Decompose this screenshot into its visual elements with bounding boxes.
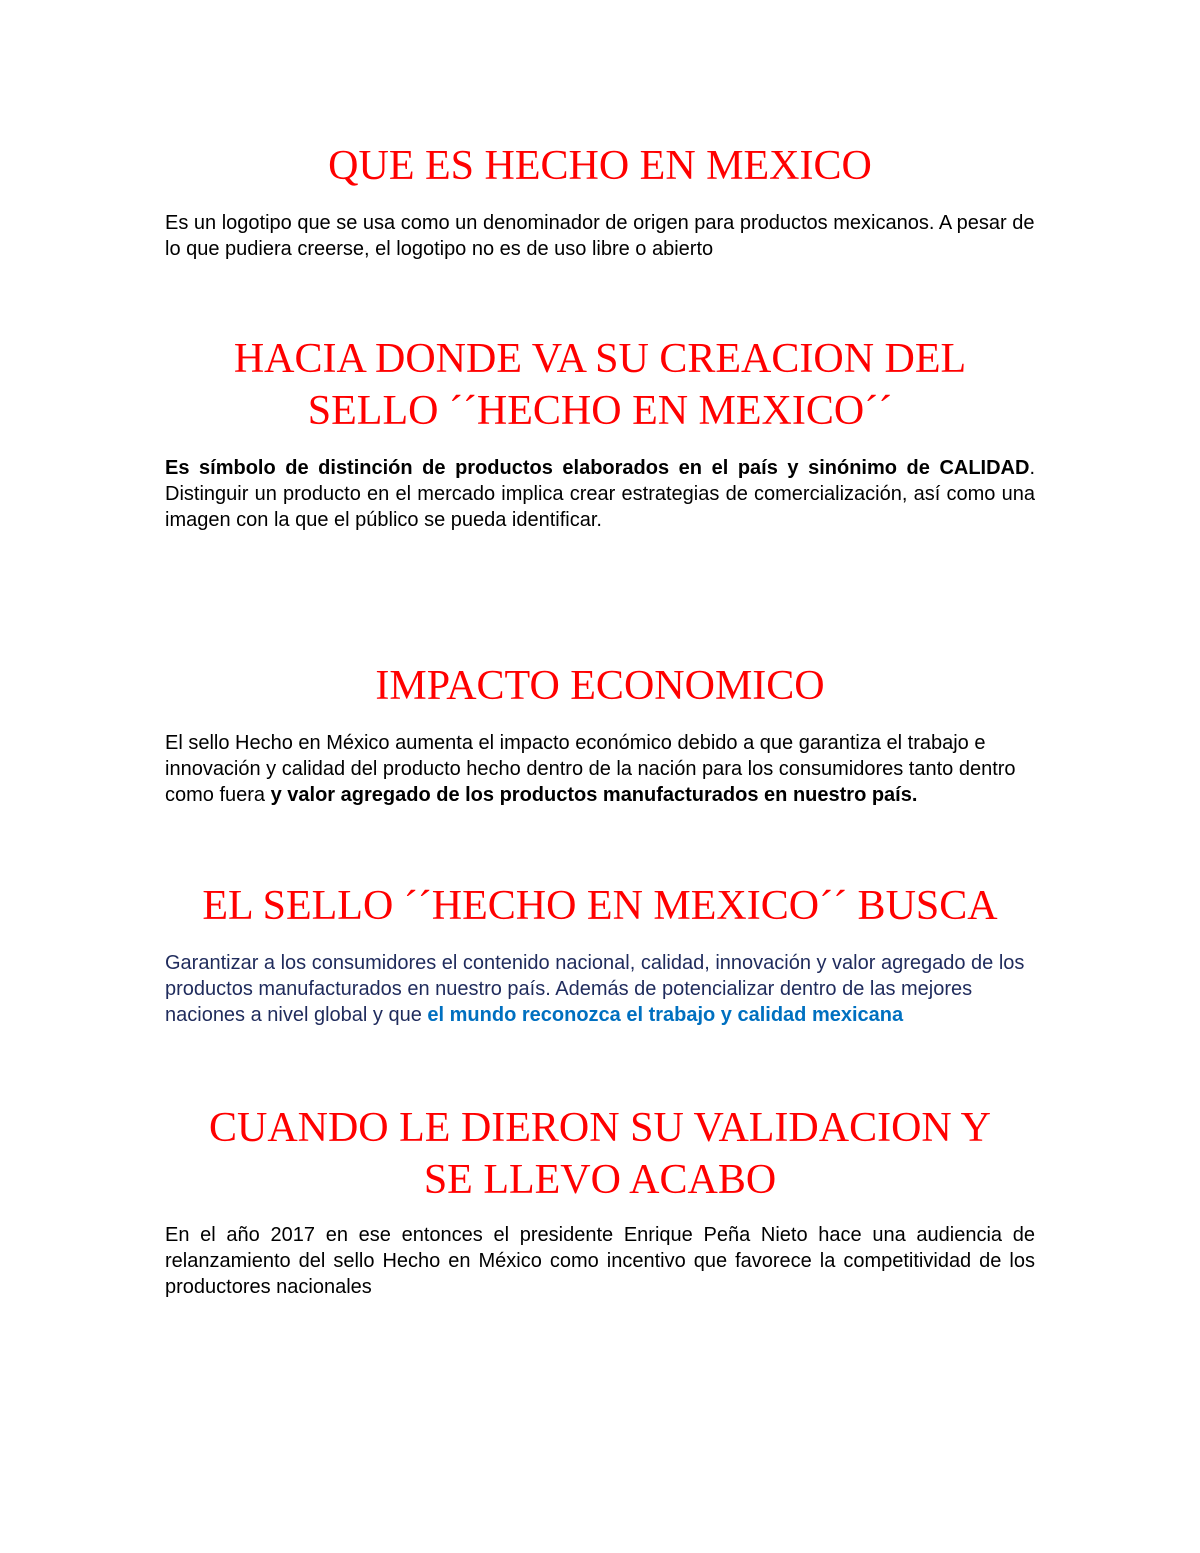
paragraph-bold-text: y valor agregado de los productos manufacturados en nuestro país.: [270, 784, 918, 806]
paragraph-text: Distinguir un producto en el mercado implica crear estrategias de comercialización, así como una imagen con la que el público se pueda identificar.: [165, 483, 1035, 531]
heading-line-2: SE LLEVO ACABO: [423, 1157, 777, 1203]
paragraph-cuando: [165, 1222, 1035, 1300]
heading-impacto-economico: [0, 660, 1200, 712]
paragraph-text: Es un logotipo que se usa como un denominador de origen para productos mexicanos. A pesar de lo que pudiera creerse, el logotipo no es de uso libre o abierto: [165, 212, 1035, 260]
heading-cuando-validacion: [0, 1102, 1200, 1206]
heading-line-1: CUANDO LE DIERON SU VALIDACION Y: [208, 1105, 992, 1151]
paragraph-text: En el año 2017 en ese entonces el presidente Enrique Peña Nieto hace una audiencia de relanzamiento del sello Hecho en México como incentivo que favorece la competitividad de los productores nacionales: [165, 1224, 1035, 1298]
paragraph-hacia-donde: [165, 455, 1035, 533]
heading-text: IMPACTO ECONOMICO: [375, 663, 825, 709]
highlighted-text: el mundo reconozca el trabajo y calidad mexicana: [427, 1004, 904, 1026]
paragraph-text: El sello Hecho en México aumenta el impacto económico debido a que garantiza el trabajo e innovación y calidad del producto hecho dentro de la nación para los consumidores tanto dentro como fuera: [165, 732, 1016, 806]
paragraph-que-es: [165, 210, 1035, 262]
heading-el-sello-busca: [0, 880, 1200, 932]
paragraph-period: .: [1029, 457, 1035, 479]
heading-hacia-donde-va: [0, 333, 1200, 437]
paragraph-busca: [165, 950, 1035, 1028]
paragraph-text: Garantizar a los consumidores el contenido nacional, calidad, innovación y valor agregado de los productos manufacturados en nuestro país. Además de potencializar dentro de las mejores naciones a nivel global y que: [165, 952, 1025, 1026]
heading-text: QUE ES HECHO EN MEXICO: [328, 143, 872, 189]
paragraph-impacto: [165, 730, 1035, 808]
heading-line-1: HACIA DONDE VA SU CREACION DEL: [233, 336, 967, 382]
heading-line-2: SELLO ´´HECHO EN MEXICO´´: [307, 388, 893, 434]
heading-que-es-hecho-en-mexico: [0, 140, 1200, 192]
paragraph-bold-text: Es símbolo de distinción de productos elaborados en el país y sinónimo de CALIDAD: [165, 457, 1030, 479]
heading-text: EL SELLO ´´HECHO EN MEXICO´´ BUSCA: [202, 883, 998, 929]
